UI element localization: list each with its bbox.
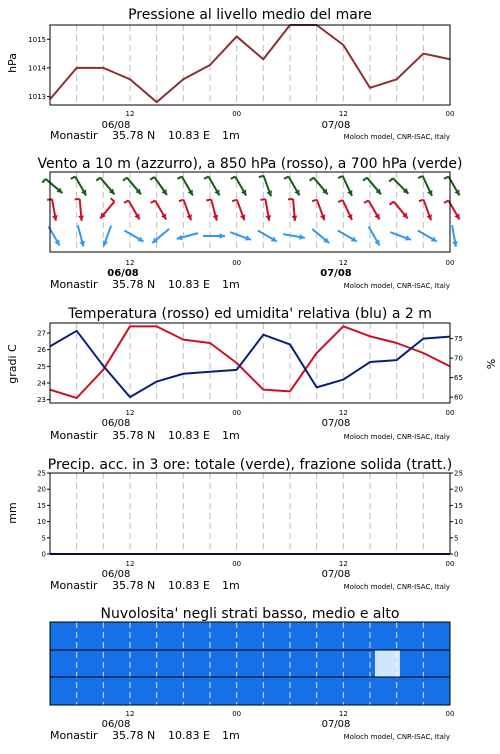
footer-lat: 35.78 N bbox=[112, 278, 155, 291]
y-tick-label: 26 bbox=[37, 346, 46, 354]
y-tick-label: 25 bbox=[37, 470, 46, 478]
x-tick-label: 12 bbox=[126, 409, 135, 417]
cloud-cell bbox=[225, 677, 251, 705]
temperature-date-1: 06/08 bbox=[102, 418, 131, 429]
cloud-cell bbox=[125, 622, 151, 650]
x-tick-label: 12 bbox=[126, 710, 135, 718]
y-tick-label: 23 bbox=[37, 396, 46, 404]
wind-850-arrow bbox=[206, 199, 218, 220]
arrow-feather bbox=[444, 200, 448, 202]
wind-850-arrow bbox=[232, 200, 245, 221]
y-tick-label: 27 bbox=[37, 330, 46, 338]
temperature-series bbox=[50, 326, 450, 398]
arrow-feather bbox=[177, 176, 181, 178]
arrow-feather bbox=[231, 176, 235, 178]
wind-10m-arrow bbox=[103, 226, 111, 247]
pressure-frame bbox=[50, 25, 450, 105]
arrow-feather bbox=[390, 202, 394, 205]
wind-footer bbox=[50, 278, 450, 291]
cloud-date-1: 06/08 bbox=[102, 719, 131, 730]
precip-date-1: 06/08 bbox=[102, 569, 131, 580]
humidity-ylabel: % bbox=[484, 359, 497, 369]
x-tick-label: 12 bbox=[339, 110, 348, 118]
temperature-title: Temperatura (rosso) ed umidita' relativa (blu) a 2 m bbox=[67, 306, 432, 322]
wind-10m-arrow bbox=[124, 231, 143, 242]
cloud-cell bbox=[125, 677, 151, 705]
cloud-cell bbox=[350, 622, 376, 650]
cloud-cell bbox=[100, 677, 126, 705]
cloud-cell bbox=[175, 677, 201, 705]
arrow-feather bbox=[96, 178, 100, 181]
pressure-y-ticks bbox=[28, 36, 50, 101]
wind-date-2: 07/08 bbox=[320, 268, 352, 279]
cloud-panel bbox=[50, 606, 454, 742]
cloud-cell bbox=[75, 622, 101, 650]
wind-10m-arrow bbox=[390, 232, 411, 240]
temperature-footer bbox=[50, 429, 450, 442]
precip-grid bbox=[77, 473, 450, 554]
cloud-cell bbox=[375, 677, 401, 705]
wind-700-arrow bbox=[310, 178, 328, 195]
cloud-cell bbox=[200, 622, 226, 650]
wind-10m-arrow bbox=[177, 233, 198, 240]
wind-850-arrow bbox=[419, 200, 432, 221]
wind-10m-arrow bbox=[338, 231, 357, 242]
cloud-cell bbox=[175, 650, 201, 677]
wind-850-arrow bbox=[47, 199, 58, 221]
cloud-footer bbox=[50, 729, 450, 742]
cloud-cell bbox=[400, 622, 426, 650]
wind-700-arrow bbox=[284, 176, 299, 195]
arrow-feather bbox=[206, 199, 211, 200]
wind-850-arrow bbox=[338, 200, 352, 220]
pressure-panel bbox=[6, 7, 454, 142]
wind-700-arrow bbox=[259, 176, 272, 197]
cloud-cell bbox=[350, 677, 376, 705]
cloud-cell bbox=[325, 650, 351, 677]
arrow-feather bbox=[123, 178, 127, 181]
precip-footer bbox=[50, 579, 450, 592]
x-tick-label: 00 bbox=[446, 409, 455, 417]
arrow-feather bbox=[444, 176, 448, 178]
pressure-date-1: 06/08 bbox=[102, 120, 131, 131]
cloud-cell bbox=[325, 622, 351, 650]
wind-850-arrow bbox=[260, 199, 271, 221]
temperature-y-ticks bbox=[37, 330, 463, 405]
x-tick-label: 12 bbox=[126, 560, 135, 568]
footer-credit: Moloch model, CNR-ISAC, Italy bbox=[344, 583, 450, 591]
x-tick-label: 00 bbox=[232, 409, 241, 417]
y-tick-label: 0 bbox=[454, 551, 458, 559]
temperature-line bbox=[50, 326, 450, 398]
arrow-feather bbox=[71, 176, 75, 178]
pressure-ylabel: hPa bbox=[6, 53, 19, 73]
arrow-feather bbox=[389, 178, 393, 181]
wind-x-ticks bbox=[126, 259, 455, 267]
wind-10m-arrow bbox=[283, 234, 305, 240]
footer-elevation: 1m bbox=[222, 129, 240, 142]
footer-elevation: 1m bbox=[222, 278, 240, 291]
y-tick-label: 75 bbox=[454, 335, 463, 343]
cloud-cell bbox=[200, 650, 226, 677]
x-tick-label: 12 bbox=[339, 259, 348, 267]
y-tick-label: 20 bbox=[37, 486, 46, 494]
arrow-feather bbox=[42, 179, 45, 183]
wind-10m-arrow bbox=[258, 231, 277, 242]
arrow-feather bbox=[150, 177, 154, 180]
footer-credit: Moloch model, CNR-ISAC, Italy bbox=[344, 433, 450, 441]
wind-850-arrow bbox=[100, 198, 114, 218]
y-tick-label: 0 bbox=[42, 551, 46, 559]
arrow-feather bbox=[419, 200, 424, 202]
x-tick-label: 00 bbox=[232, 710, 241, 718]
cloud-cell bbox=[250, 677, 276, 705]
cloud-cell bbox=[425, 650, 451, 677]
footer-elevation: 1m bbox=[222, 579, 240, 592]
wind-850-arrow bbox=[312, 200, 325, 221]
arrow-feather bbox=[312, 200, 317, 202]
wind-850-arrow bbox=[75, 199, 84, 221]
cloud-cell bbox=[150, 650, 176, 677]
wind-title: Vento a 10 m (azzurro), a 850 hPa (rosso), a 700 hPa (verde) bbox=[37, 156, 462, 172]
cloud-cell bbox=[225, 622, 251, 650]
cloud-cell bbox=[200, 677, 226, 705]
y-tick-label: 5 bbox=[42, 534, 46, 542]
cloud-cell bbox=[350, 650, 376, 677]
y-tick-label: 1014 bbox=[28, 64, 46, 72]
x-tick-label: 12 bbox=[126, 110, 135, 118]
footer-elevation: 1m bbox=[222, 429, 240, 442]
wind-10m-arrow bbox=[203, 233, 225, 239]
x-tick-label: 00 bbox=[232, 560, 241, 568]
footer-station: Monastir bbox=[50, 729, 98, 742]
pressure-line bbox=[50, 25, 450, 102]
pressure-title: Pressione al livello medio del mare bbox=[128, 7, 372, 23]
wind-10m-arrow bbox=[78, 225, 85, 246]
cloud-cell bbox=[150, 622, 176, 650]
cloud-title: Nuvolosita' negli strati basso, medio e alto bbox=[101, 606, 400, 622]
cloud-cell bbox=[425, 622, 451, 650]
cloud-cell bbox=[300, 677, 326, 705]
cloud-cells bbox=[50, 622, 451, 705]
y-tick-label: 24 bbox=[37, 380, 46, 388]
footer-lat: 35.78 N bbox=[112, 129, 155, 142]
cloud-cell bbox=[300, 622, 326, 650]
temperature-panel bbox=[6, 306, 497, 442]
footer-lat: 35.78 N bbox=[112, 729, 155, 742]
y-tick-label: 25 bbox=[37, 363, 46, 371]
temperature-ylabel: gradi C bbox=[6, 344, 19, 384]
arrow-head bbox=[220, 233, 225, 239]
cloud-cell bbox=[425, 677, 451, 705]
cloud-cell bbox=[125, 650, 151, 677]
wind-700-arrow bbox=[231, 176, 246, 195]
arrow-feather bbox=[284, 176, 288, 178]
cloud-cell bbox=[275, 622, 301, 650]
arrow-feather bbox=[310, 178, 314, 181]
y-tick-label: 70 bbox=[454, 355, 463, 363]
y-tick-label: 65 bbox=[454, 374, 463, 382]
footer-credit: Moloch model, CNR-ISAC, Italy bbox=[344, 282, 450, 290]
cloud-cell bbox=[75, 650, 101, 677]
x-tick-label: 12 bbox=[339, 710, 348, 718]
cloud-cell bbox=[300, 650, 326, 677]
wind-panel bbox=[37, 156, 462, 291]
arrow-feather bbox=[204, 176, 208, 178]
wind-700-arrow bbox=[363, 178, 381, 195]
y-tick-label: 10 bbox=[454, 518, 463, 526]
wind-850-arrow bbox=[288, 199, 297, 221]
footer-station: Monastir bbox=[50, 129, 98, 142]
cloud-cell bbox=[50, 677, 76, 705]
arrow-head bbox=[78, 215, 84, 220]
temperature-date-2: 07/08 bbox=[322, 418, 351, 429]
cloud-cell bbox=[175, 622, 201, 650]
temperature-x-ticks bbox=[126, 409, 455, 417]
cloud-cell bbox=[275, 650, 301, 677]
x-tick-label: 00 bbox=[446, 710, 455, 718]
arrow-feather bbox=[418, 176, 423, 178]
pressure-series bbox=[50, 25, 450, 102]
x-tick-label: 12 bbox=[126, 259, 135, 267]
arrow-feather bbox=[151, 200, 155, 202]
pressure-date-2: 07/08 bbox=[322, 120, 351, 131]
y-tick-label: 20 bbox=[454, 486, 463, 494]
wind-10m-arrow bbox=[230, 232, 251, 240]
arrow-feather bbox=[338, 176, 343, 178]
footer-station: Monastir bbox=[50, 278, 98, 291]
wind-700-arrow bbox=[71, 176, 86, 195]
x-tick-label: 00 bbox=[232, 110, 241, 118]
footer-lon: 10.83 E bbox=[168, 429, 210, 442]
wind-10m-arrow bbox=[418, 231, 437, 242]
wind-10m-arrow bbox=[452, 225, 458, 247]
cloud-cell bbox=[50, 622, 76, 650]
wind-700-arrow bbox=[42, 179, 62, 193]
y-tick-label: 5 bbox=[454, 534, 458, 542]
cloud-cell bbox=[250, 650, 276, 677]
y-tick-label: 15 bbox=[454, 502, 463, 510]
wind-10m-arrow bbox=[152, 229, 169, 243]
arrow-feather bbox=[338, 200, 343, 202]
arrow-feather bbox=[363, 178, 367, 181]
footer-credit: Moloch model, CNR-ISAC, Italy bbox=[344, 733, 450, 741]
arrow-feather bbox=[364, 200, 368, 202]
arrow-feather bbox=[111, 198, 115, 201]
y-tick-label: 1013 bbox=[28, 93, 46, 101]
wind-date-1: 06/08 bbox=[107, 268, 139, 279]
wind-700-arrow bbox=[418, 176, 432, 196]
temperature-frame bbox=[50, 323, 450, 403]
footer-lat: 35.78 N bbox=[112, 579, 155, 592]
arrow-feather bbox=[232, 200, 237, 202]
precip-date-2: 07/08 bbox=[322, 569, 351, 580]
wind-700-arrow bbox=[123, 178, 141, 195]
precip-ylabel: mm bbox=[6, 502, 19, 523]
footer-lat: 35.78 N bbox=[112, 429, 155, 442]
wind-850-arrow bbox=[124, 200, 139, 219]
wind-850-arrow bbox=[364, 200, 379, 219]
x-tick-label: 00 bbox=[446, 110, 455, 118]
arrow-head bbox=[292, 215, 298, 220]
cloud-cell bbox=[400, 650, 426, 677]
wind-700-arrow bbox=[389, 178, 408, 194]
wind-700-arrow bbox=[150, 177, 167, 195]
pressure-x-ticks bbox=[126, 110, 455, 118]
cloud-cell bbox=[225, 650, 251, 677]
footer-lon: 10.83 E bbox=[168, 579, 210, 592]
precip-title: Precip. acc. in 3 ore: totale (verde), frazione solida (tratt.) bbox=[48, 457, 452, 473]
wind-700-arrow bbox=[96, 178, 114, 195]
cloud-date-2: 07/08 bbox=[322, 719, 351, 730]
wind-700-arrow bbox=[338, 176, 352, 196]
cloud-cell bbox=[325, 677, 351, 705]
footer-elevation: 1m bbox=[222, 729, 240, 742]
x-tick-label: 00 bbox=[446, 560, 455, 568]
arrow-feather bbox=[179, 200, 184, 202]
y-tick-label: 25 bbox=[454, 470, 463, 478]
footer-station: Monastir bbox=[50, 429, 98, 442]
cloud-cell bbox=[275, 677, 301, 705]
precip-x-ticks bbox=[126, 560, 455, 568]
arrow-feather bbox=[124, 200, 128, 202]
wind-700-arrow bbox=[444, 176, 459, 195]
wind-850-arrow bbox=[151, 200, 166, 219]
footer-station: Monastir bbox=[50, 579, 98, 592]
y-tick-label: 1015 bbox=[28, 36, 46, 44]
cloud-cell bbox=[150, 677, 176, 705]
wind-850-arrow bbox=[179, 200, 192, 221]
y-tick-label: 60 bbox=[454, 394, 463, 402]
y-tick-label: 15 bbox=[37, 502, 46, 510]
pressure-grid bbox=[77, 25, 450, 105]
wind-10m-arrow bbox=[312, 229, 329, 243]
x-tick-label: 00 bbox=[232, 259, 241, 267]
wind-850-arrow bbox=[444, 200, 459, 219]
x-tick-label: 00 bbox=[446, 259, 455, 267]
wind-700-arrow bbox=[204, 176, 219, 195]
precip-panel bbox=[6, 457, 463, 592]
cloud-cell bbox=[250, 622, 276, 650]
cloud-cell bbox=[50, 650, 76, 677]
y-tick-label: 10 bbox=[37, 518, 46, 526]
footer-lon: 10.83 E bbox=[168, 129, 210, 142]
footer-lon: 10.83 E bbox=[168, 729, 210, 742]
wind-700-arrow bbox=[177, 176, 192, 195]
footer-credit: Moloch model, CNR-ISAC, Italy bbox=[344, 133, 450, 141]
cloud-cell bbox=[75, 677, 101, 705]
wind-850-arrow bbox=[390, 202, 408, 219]
x-tick-label: 12 bbox=[339, 560, 348, 568]
cloud-x-ticks bbox=[126, 710, 455, 718]
arrow-feather bbox=[260, 199, 265, 200]
x-tick-label: 12 bbox=[339, 409, 348, 417]
cloud-cell bbox=[400, 677, 426, 705]
footer-lon: 10.83 E bbox=[168, 278, 210, 291]
precip-frame bbox=[50, 473, 450, 554]
precip-y-ticks bbox=[37, 470, 463, 559]
